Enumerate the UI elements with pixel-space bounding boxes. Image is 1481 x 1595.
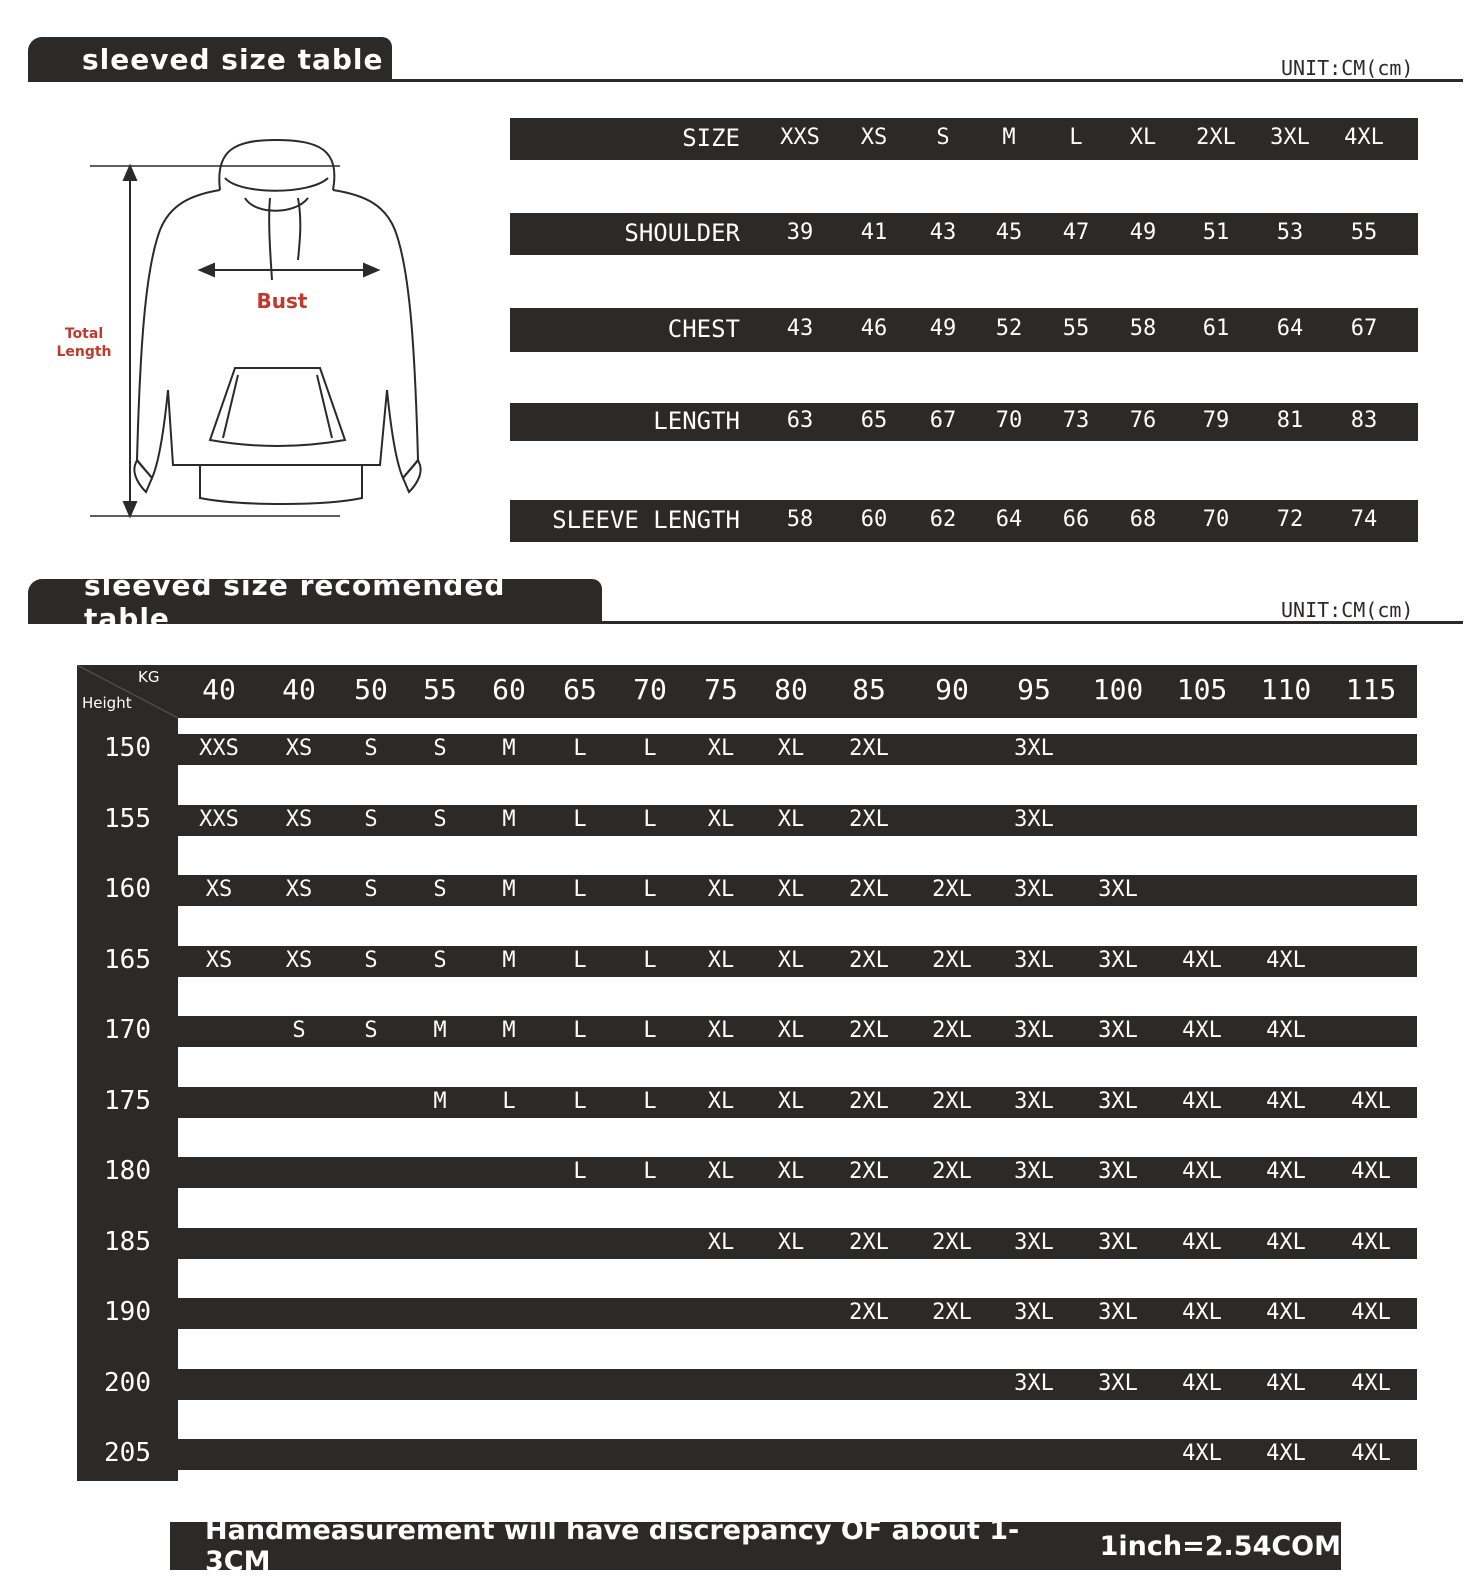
recommend-cell: S: [433, 877, 447, 902]
size-cell: 3XL: [1270, 125, 1310, 150]
size-row-label: SIZE: [682, 124, 740, 152]
size-cell: 67: [929, 408, 957, 433]
height-label: 205: [104, 1438, 151, 1468]
footer-conversion: 1inch=2.54COM: [1099, 1530, 1341, 1562]
weight-header: 100: [1092, 673, 1144, 706]
size-row-label: CHEST: [667, 315, 740, 343]
hoodie-diagram: [40, 120, 510, 540]
size-cell: 64: [995, 507, 1023, 532]
height-label: 160: [104, 874, 151, 904]
weight-header: 55: [423, 673, 457, 706]
recommend-cell: 3XL: [1098, 1159, 1138, 1184]
recommend-cell: XL: [707, 1159, 735, 1184]
recommend-cell: L: [643, 736, 657, 761]
recommend-cell: M: [502, 1018, 516, 1043]
recommend-cell: 4XL: [1266, 1159, 1306, 1184]
size-cell: S: [936, 125, 950, 150]
recommend-cell: 2XL: [932, 1300, 972, 1325]
recommend-cell: 3XL: [1014, 807, 1054, 832]
recommend-cell: S: [364, 877, 378, 902]
recommend-cell: XL: [777, 1230, 805, 1255]
recommend-cell: 4XL: [1351, 1441, 1391, 1466]
recommend-cell: 3XL: [1014, 1300, 1054, 1325]
recommend-cell: 4XL: [1351, 1300, 1391, 1325]
recommend-cell: XXS: [199, 736, 239, 761]
recommend-cell: L: [502, 1089, 516, 1114]
size-cell: XXS: [780, 125, 820, 150]
size-table-unit: UNIT:CM(cm): [1281, 56, 1414, 80]
size-cell: 64: [1276, 316, 1304, 341]
size-cell: 51: [1202, 220, 1230, 245]
recommend-cell: 3XL: [1098, 1371, 1138, 1396]
recommend-cell: 2XL: [932, 877, 972, 902]
recommend-cell: M: [433, 1089, 447, 1114]
height-label: 200: [104, 1368, 151, 1398]
size-cell: 41: [860, 220, 888, 245]
recommend-cell: 4XL: [1351, 1089, 1391, 1114]
recommend-cell: 4XL: [1182, 1300, 1222, 1325]
weight-header: 90: [935, 673, 969, 706]
recommend-cell: 2XL: [932, 948, 972, 973]
size-cell: 73: [1062, 408, 1090, 433]
size-row-label: SHOULDER: [624, 219, 740, 247]
size-cell: 46: [860, 316, 888, 341]
size-table-title-text: sleeved size table: [82, 43, 384, 76]
recommend-cell: XS: [205, 877, 233, 902]
size-cell: 55: [1062, 316, 1090, 341]
size-cell: 49: [1129, 220, 1157, 245]
weight-header: 115: [1345, 673, 1397, 706]
size-cell: 62: [929, 507, 957, 532]
recommend-cell: XS: [285, 877, 313, 902]
size-cell: 65: [860, 408, 888, 433]
footer-note: Handmeasurement will have discrepancy OF about 1-3CM: [205, 1515, 1020, 1577]
recommend-cell: XS: [285, 736, 313, 761]
weight-header: 60: [492, 673, 526, 706]
weight-header: 75: [704, 673, 738, 706]
recommend-cell: L: [643, 1018, 657, 1043]
recommend-cell: L: [643, 948, 657, 973]
weight-header: 70: [633, 673, 667, 706]
size-cell: L: [1069, 125, 1083, 150]
recommend-cell: 3XL: [1014, 948, 1054, 973]
recommend-cell: XL: [707, 1230, 735, 1255]
recommend-cell: XL: [707, 1089, 735, 1114]
recommend-cell: 4XL: [1266, 1371, 1306, 1396]
weight-header: 50: [354, 673, 388, 706]
weight-header: 40: [202, 673, 236, 706]
recommend-cell: 3XL: [1014, 736, 1054, 761]
recommend-cell: XL: [707, 877, 735, 902]
recommend-cell: 4XL: [1182, 1441, 1222, 1466]
total-length-label-1: Total: [64, 326, 104, 342]
recommend-cell: S: [364, 948, 378, 973]
recommend-cell: 2XL: [932, 1230, 972, 1255]
recommend-row-bar: [178, 1439, 1417, 1470]
recommend-cell: M: [502, 807, 516, 832]
size-cell: 63: [786, 408, 814, 433]
size-cell: 43: [929, 220, 957, 245]
recommend-cell: 4XL: [1351, 1230, 1391, 1255]
recommend-cell: 2XL: [849, 1089, 889, 1114]
recommend-cell: S: [292, 1018, 306, 1043]
size-row-label: LENGTH: [653, 407, 740, 435]
size-cell: 70: [1202, 507, 1230, 532]
recommend-cell: 4XL: [1266, 1018, 1306, 1043]
size-cell: 61: [1202, 316, 1230, 341]
recommend-cell: M: [433, 1018, 447, 1043]
recommend-cell: 2XL: [932, 1018, 972, 1043]
recommend-table-unit: UNIT:CM(cm): [1281, 598, 1414, 622]
recommend-cell: XL: [777, 1159, 805, 1184]
size-table-title: [28, 37, 392, 82]
recommend-cell: 2XL: [932, 1089, 972, 1114]
recommend-cell: 3XL: [1098, 1230, 1138, 1255]
size-cell: 53: [1276, 220, 1304, 245]
size-cell: 52: [995, 316, 1023, 341]
recommend-cell: 3XL: [1014, 1159, 1054, 1184]
recommend-cell: 4XL: [1266, 1300, 1306, 1325]
recommend-cell: 4XL: [1351, 1371, 1391, 1396]
bust-label: Bust: [256, 289, 308, 313]
size-cell: 2XL: [1196, 125, 1236, 150]
recommend-cell: S: [364, 736, 378, 761]
height-label: 185: [104, 1227, 151, 1257]
size-cell: XS: [860, 125, 888, 150]
recommend-cell: 4XL: [1182, 1371, 1222, 1396]
recommend-cell: S: [433, 736, 447, 761]
recommend-row-bar: [178, 1369, 1417, 1400]
recommend-cell: L: [643, 1159, 657, 1184]
recommend-cell: XL: [777, 1089, 805, 1114]
size-cell: 43: [786, 316, 814, 341]
recommend-cell: 2XL: [849, 1230, 889, 1255]
size-cell: 81: [1276, 408, 1304, 433]
recommend-cell: 3XL: [1098, 1018, 1138, 1043]
recommend-cell: 2XL: [849, 807, 889, 832]
weight-header: 85: [852, 673, 886, 706]
recommend-cell: XL: [707, 948, 735, 973]
size-cell: 60: [860, 507, 888, 532]
recommend-cell: L: [573, 948, 587, 973]
weight-header: 65: [563, 673, 597, 706]
recommend-cell: 3XL: [1098, 877, 1138, 902]
size-cell: 58: [1129, 316, 1157, 341]
height-label: 150: [104, 733, 151, 763]
recommend-cell: 4XL: [1182, 1089, 1222, 1114]
recommend-cell: L: [643, 807, 657, 832]
recommend-cell: L: [573, 1018, 587, 1043]
size-cell: 39: [786, 220, 814, 245]
recommend-cell: 4XL: [1182, 1018, 1222, 1043]
size-cell: 74: [1350, 507, 1378, 532]
recommend-cell: 2XL: [932, 1159, 972, 1184]
recommend-cell: XL: [777, 736, 805, 761]
footer-note-bar: [170, 1515, 1341, 1577]
height-label: 165: [104, 945, 151, 975]
recommend-cell: 3XL: [1014, 1371, 1054, 1396]
weight-header: 110: [1260, 673, 1312, 706]
recommend-cell: 2XL: [849, 1159, 889, 1184]
size-cell: XL: [1129, 125, 1157, 150]
recommend-cell: 3XL: [1098, 948, 1138, 973]
recommend-table-title: [28, 568, 602, 635]
recommend-cell: XL: [777, 877, 805, 902]
recommend-cell: S: [433, 948, 447, 973]
recommend-cell: 3XL: [1014, 1089, 1054, 1114]
recommend-cell: XL: [707, 807, 735, 832]
recommend-cell: L: [573, 1089, 587, 1114]
size-cell: 72: [1276, 507, 1304, 532]
height-label: 180: [104, 1156, 151, 1186]
recommend-cell: 2XL: [849, 1018, 889, 1043]
recommend-cell: 4XL: [1266, 1441, 1306, 1466]
size-cell: 4XL: [1344, 125, 1384, 150]
recommend-cell: L: [643, 1089, 657, 1114]
recommend-cell: 4XL: [1182, 1159, 1222, 1184]
recommend-cell: 4XL: [1182, 1230, 1222, 1255]
height-label: 155: [104, 804, 151, 834]
recommend-cell: 2XL: [849, 948, 889, 973]
recommend-cell: XXS: [199, 807, 239, 832]
recommend-cell: 3XL: [1098, 1300, 1138, 1325]
total-length-label-2: Length: [56, 344, 112, 360]
recommend-cell: M: [502, 877, 516, 902]
recommend-cell: XL: [777, 807, 805, 832]
height-label: 170: [104, 1015, 151, 1045]
weight-header: 80: [774, 673, 808, 706]
recommend-cell: XS: [285, 807, 313, 832]
recommend-row-bar: [178, 1298, 1417, 1329]
recommend-cell: 3XL: [1014, 877, 1054, 902]
size-cell: M: [1002, 125, 1016, 150]
recommend-cell: L: [573, 877, 587, 902]
recommend-cell: 4XL: [1266, 948, 1306, 973]
recommend-table-title-text: sleeved size recomended table: [84, 568, 506, 635]
recommend-cell: M: [502, 948, 516, 973]
recommend-cell: M: [502, 736, 516, 761]
recommend-cell: XS: [205, 948, 233, 973]
recommend-cell: XL: [707, 1018, 735, 1043]
size-row-label: SLEEVE LENGTH: [552, 506, 740, 534]
size-cell: 68: [1129, 507, 1157, 532]
recommend-cell: L: [573, 736, 587, 761]
recommend-cell: S: [433, 807, 447, 832]
weight-header: 40: [282, 673, 316, 706]
recommend-height-column: [77, 665, 178, 1481]
recommend-cell: L: [573, 1159, 587, 1184]
recommend-cell: XS: [285, 948, 313, 973]
size-cell: 45: [995, 220, 1023, 245]
height-label: 175: [104, 1086, 151, 1116]
recommend-cell: XL: [777, 948, 805, 973]
size-cell: 55: [1350, 220, 1378, 245]
size-cell: 67: [1350, 316, 1378, 341]
corner-height-label: Height: [82, 694, 132, 712]
recommend-cell: 4XL: [1266, 1089, 1306, 1114]
recommend-cell: XL: [777, 1018, 805, 1043]
size-cell: 83: [1350, 408, 1378, 433]
recommend-cell: XL: [707, 736, 735, 761]
recommend-cell: 4XL: [1266, 1230, 1306, 1255]
size-cell: 76: [1129, 408, 1157, 433]
recommend-cell: 2XL: [849, 736, 889, 761]
size-cell: 66: [1062, 507, 1090, 532]
recommend-cell: 4XL: [1351, 1159, 1391, 1184]
height-label: 190: [104, 1297, 151, 1327]
size-cell: 58: [786, 507, 814, 532]
recommend-cell: 3XL: [1098, 1089, 1138, 1114]
recommend-cell: 3XL: [1014, 1230, 1054, 1255]
recommend-cell: 4XL: [1182, 948, 1222, 973]
recommend-cell: 2XL: [849, 877, 889, 902]
corner-kg-label: KG: [138, 668, 160, 686]
size-cell: 47: [1062, 220, 1090, 245]
size-cell: 70: [995, 408, 1023, 433]
size-cell: 49: [929, 316, 957, 341]
size-cell: 79: [1202, 408, 1230, 433]
recommend-cell: L: [643, 877, 657, 902]
recommend-cell: S: [364, 807, 378, 832]
recommend-cell: 3XL: [1014, 1018, 1054, 1043]
weight-header: 95: [1017, 673, 1051, 706]
recommend-cell: S: [364, 1018, 378, 1043]
weight-header: 105: [1176, 673, 1228, 706]
recommend-cell: L: [573, 807, 587, 832]
recommend-cell: 2XL: [849, 1300, 889, 1325]
